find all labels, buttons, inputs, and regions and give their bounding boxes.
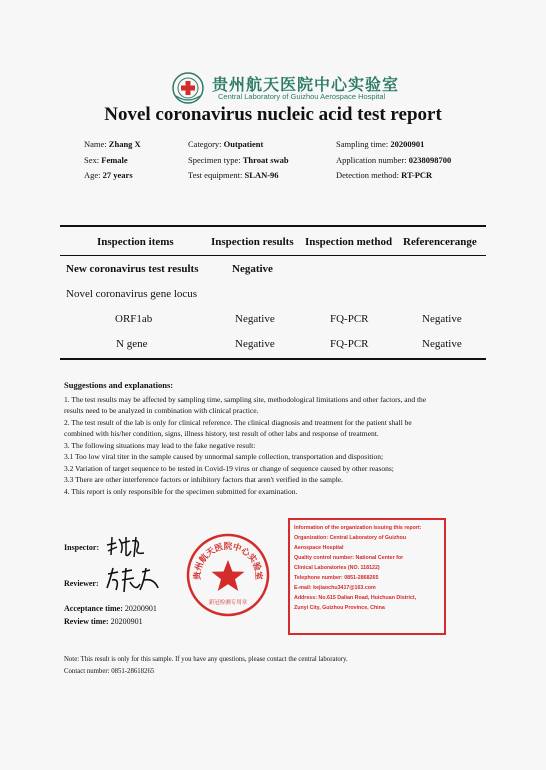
header-results: Inspection results: [211, 236, 294, 248]
contact-number: Contact number: 0851-28618265: [64, 668, 155, 675]
review-label: Review time:: [64, 617, 109, 626]
org-line: Aerospace Hospital: [294, 545, 344, 551]
info-row: [84, 170, 504, 186]
header-items: Inspection items: [97, 236, 174, 248]
org-line: Telephone number: 0851-2868265: [294, 575, 379, 581]
field-label: Age:: [84, 170, 103, 180]
report-title: Novel coronavirus nucleic acid test report: [104, 104, 442, 125]
org-line: Clinical Laboratories (NO. 118122): [294, 565, 380, 571]
gene-method: FQ-PCR: [330, 338, 369, 350]
inspector-signature: [104, 533, 150, 559]
gene-reference: Negative: [422, 313, 462, 325]
suggestion-line: 3.2 Variation of target sequence to be tested in Covid-19 virus or change of sequence caused by other reasons;: [64, 463, 394, 473]
table-row: [60, 256, 486, 281]
stamp-text: 贵州航天医院中心实验室: [192, 542, 264, 581]
field-value: Outpatient: [223, 139, 264, 149]
detection-method-field: [336, 170, 432, 180]
review-value: 20200901: [110, 617, 143, 626]
field-value: Zhang X: [108, 139, 141, 149]
hospital-name-en: Central Laboratory of Guizhou Aerospace Hospital: [218, 92, 386, 101]
results-table: [60, 225, 486, 360]
category-field: [188, 139, 263, 149]
org-line: Address: No.615 Dalian Road, Huichuan District,: [294, 595, 417, 601]
info-row: [84, 155, 504, 171]
application-number-field: [336, 155, 451, 165]
org-line: E-mail: kejiaochu3417@163.com: [294, 585, 376, 591]
reviewer-signature: [104, 566, 162, 596]
field-label: Detection method:: [336, 170, 402, 180]
org-line: Quality control number: National Center for: [294, 555, 404, 561]
hospital-logo-icon: [170, 72, 206, 104]
field-label: Name:: [84, 139, 109, 149]
age-field: [84, 170, 133, 180]
field-value: 27 years: [102, 170, 133, 180]
acceptance-time: [64, 604, 157, 613]
field-value: Throat swab: [242, 154, 289, 165]
gene-method: FQ-PCR: [330, 313, 369, 325]
gene-reference: Negative: [422, 338, 462, 350]
gene-result: Negative: [235, 313, 275, 325]
hospital-name-cn: 贵州航天医院中心实验室: [212, 75, 400, 94]
sampling-time-field: [336, 139, 424, 149]
gene-name: ORF1ab: [115, 313, 153, 325]
field-label: Sex:: [84, 154, 102, 165]
suggestion-line: results need to be analyzed in combination with clinical practice.: [64, 406, 259, 415]
suggestion-line: 2. The test result of the lab is only for clinical reference. The clinical diagnosis and treatment for the patient shall be: [64, 417, 412, 427]
table-row: [60, 306, 486, 331]
stamp-bottom-text: 新冠检测专用章: [208, 600, 248, 606]
header-method: Inspection method: [305, 236, 393, 248]
table-row: [60, 331, 486, 356]
suggestion-line: 3. The following situations may lead to the fake negative result:: [64, 440, 256, 450]
info-row: [84, 139, 504, 155]
hospital-header: [0, 70, 546, 106]
table-header: [60, 227, 486, 255]
acceptance-value: 20200901: [124, 604, 157, 613]
acceptance-label: Acceptance time:: [64, 604, 123, 613]
suggestion-line: 1. The test results may be affected by sampling time, sampling site, methodological limitations and other factors, and the: [64, 394, 427, 404]
field-label: Category:: [188, 139, 224, 149]
suggestions-title: Suggestions and explanations:: [64, 380, 174, 390]
org-line: Information of the organization issuing this report:: [294, 525, 422, 531]
org-line: Zunyi City, Guizhou Province, China: [294, 605, 385, 611]
suggestion-line: 3.1 Too low viral titer in the sample caused by unnormal sample collection, transportation and disposition;: [64, 452, 384, 461]
patient-info: [84, 139, 504, 186]
section-result: Negative: [232, 263, 273, 275]
field-value: 20200901: [390, 139, 425, 149]
specimen-type-field: [188, 155, 289, 165]
name-field: [84, 139, 141, 149]
note-line: Note: This result is only for this sample. If you have any questions, please contact the central laboratory.: [64, 656, 348, 663]
sex-field: [84, 155, 128, 165]
field-label: Application number:: [336, 154, 409, 165]
field-label: Sampling time:: [336, 139, 391, 149]
suggestion-line: 3.3 There are other interference factors or inhibitory factors that aren't verified in the sample.: [64, 475, 344, 484]
review-time: [64, 617, 143, 626]
footer-note: [64, 654, 348, 678]
field-value: SLAN-96: [244, 170, 279, 180]
table-bottom-rule: [60, 358, 486, 360]
suggestions-section: [64, 380, 490, 497]
field-label: Test equipment:: [188, 170, 245, 180]
official-stamp-icon: [186, 533, 270, 617]
gene-name: N gene: [116, 338, 148, 350]
test-equipment-field: [188, 170, 279, 180]
organization-info-box: [288, 518, 446, 635]
field-label: Specimen type:: [188, 154, 243, 165]
field-value: Female: [101, 154, 128, 165]
field-value: RT-PCR: [401, 170, 433, 180]
suggestion-line: 4. This report is only responsible for the specimen submitted for examination.: [64, 486, 298, 496]
suggestion-line: combined with his/her condition, signs, illness history, test result of other labs and response of treatment.: [64, 429, 379, 438]
inspector-label: Inspector:: [64, 543, 100, 552]
gene-result: Negative: [235, 338, 275, 350]
section-title: New coronavirus test results: [66, 263, 199, 275]
org-line: Organization: Central Laboratory of Guizhou: [294, 535, 407, 541]
header-reference: Referencerange: [403, 236, 477, 248]
reviewer-label: Reviewer:: [64, 579, 99, 588]
field-value: 0238098700: [408, 154, 452, 165]
table-row: [60, 281, 486, 306]
locus-title: Novel coronavirus gene locus: [66, 288, 198, 300]
